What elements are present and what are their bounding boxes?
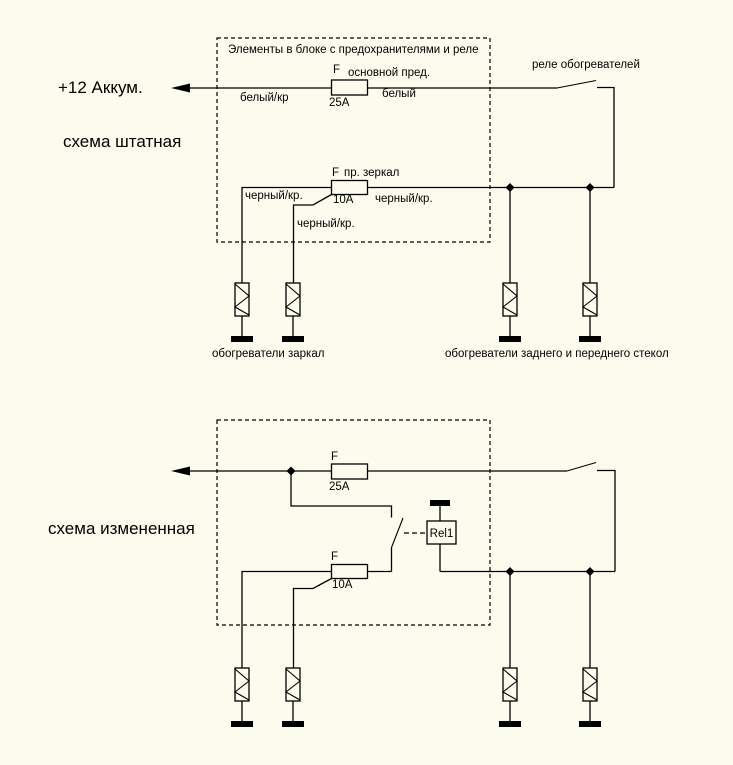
relay-label: реле обогревателей [532, 59, 640, 71]
wire-label-black-red-left: черный/кр. [245, 190, 303, 202]
windows-load-label: обогреватели заднего и переднего стекол [445, 348, 669, 360]
main-fuse-symbol [332, 464, 368, 479]
main-fuse-description: основной пред. [348, 67, 431, 79]
rel1-terminal-bar [430, 500, 450, 506]
mirror-fuse-symbol [332, 181, 368, 195]
wire-label-black-red-branch: черный/кр. [297, 218, 355, 230]
standard-scheme-title: схема штатная [63, 132, 182, 151]
mirror-fuse-designator: F [331, 551, 339, 563]
wire-label-black-red-right: черный/кр. [375, 193, 433, 205]
main-fuse-designator: F [333, 64, 341, 76]
mirror-fuse-rating: 10A [333, 194, 354, 206]
mirror-fuse-rating: 10A [332, 579, 353, 591]
fusebox-caption: Элементы в блоке с предохранителями и реле [228, 44, 479, 56]
main-fuse-rating: 25A [329, 481, 350, 493]
main-fuse-symbol [332, 80, 368, 95]
main-fuse-rating: 25A [329, 97, 350, 109]
battery-label: +12 Аккум. [58, 78, 143, 97]
rel1-name: Rel1 [429, 528, 454, 540]
main-fuse-designator: F [331, 451, 339, 463]
mirror-fuse-designator: F [332, 167, 340, 179]
mirror-fuse-symbol [332, 565, 368, 579]
mirror-fuse-description: пр. зеркал [344, 167, 400, 179]
mirrors-load-label: обогреватели заркал [212, 348, 325, 360]
wire-label-white: белый [382, 88, 416, 100]
modified-scheme-title: схема измененная [48, 519, 195, 538]
wire-label-white-red: белый/кр [240, 92, 289, 104]
